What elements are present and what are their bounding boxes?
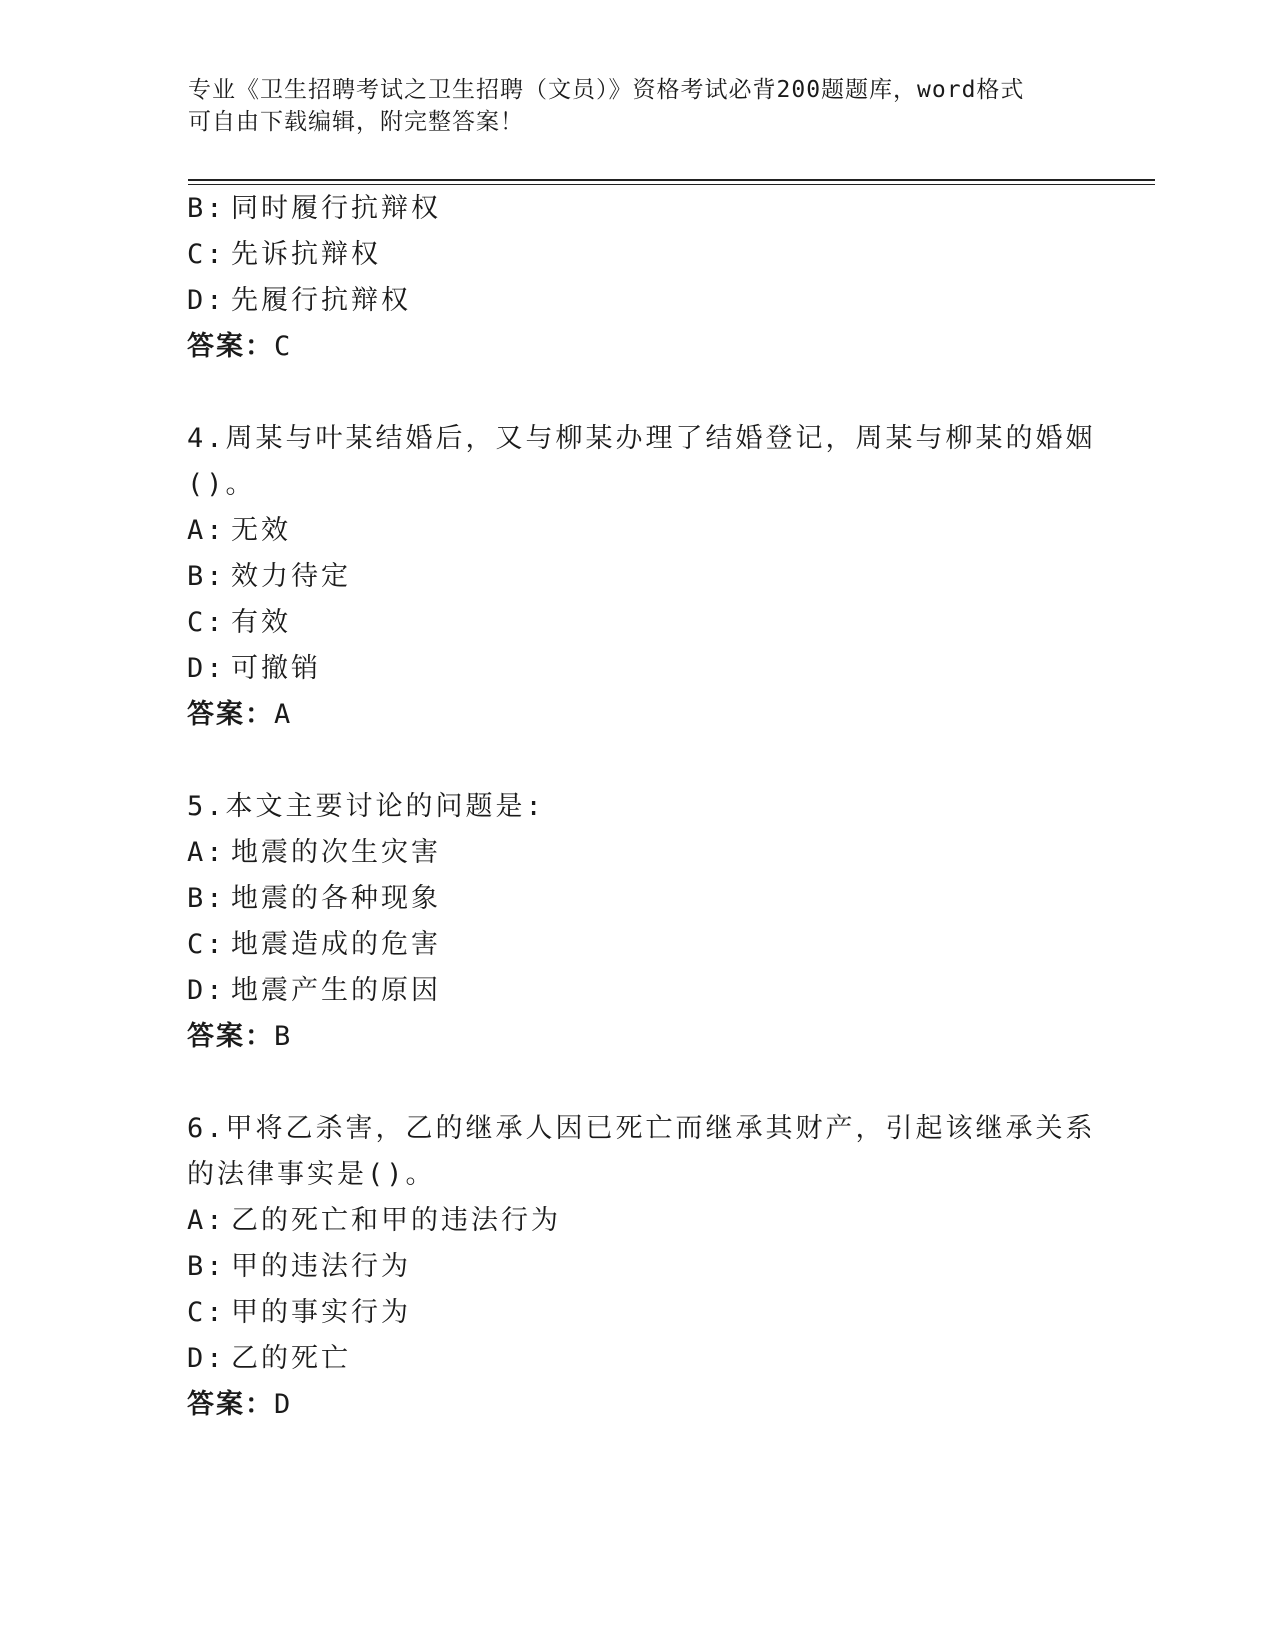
option-label: C:	[187, 1297, 226, 1328]
question-stem-line-2: 的法律事实是()。	[187, 1159, 436, 1190]
option-b	[187, 876, 1067, 922]
answer-line	[187, 692, 1067, 738]
question-4	[187, 416, 1096, 738]
option-d	[187, 1336, 1067, 1382]
option-label: C:	[187, 239, 226, 270]
option-text: 有效	[231, 607, 291, 638]
answer-label: 答案：	[187, 699, 274, 730]
option-d	[187, 646, 1067, 692]
question-stem-line-2: ()。	[187, 469, 256, 500]
option-c	[187, 922, 1067, 968]
option-text: 可撤销	[231, 653, 321, 684]
answer-label: 答案：	[187, 1389, 274, 1420]
option-text: 地震的次生灾害	[231, 837, 441, 868]
answer-label: 答案：	[187, 331, 274, 362]
option-text: 乙的死亡和甲的违法行为	[231, 1205, 561, 1236]
answer-value: C	[274, 331, 293, 362]
option-d	[187, 968, 1067, 1014]
option-c	[187, 232, 1067, 278]
option-label: D:	[187, 1343, 226, 1374]
option-b	[187, 1244, 1067, 1290]
option-text: 效力待定	[231, 561, 351, 592]
option-text: 同时履行抗辩权	[231, 193, 441, 224]
option-text: 先诉抗辩权	[231, 239, 381, 270]
question-stem-line-1: 5.本文主要讨论的问题是:	[187, 791, 545, 822]
option-c	[187, 1290, 1067, 1336]
question-6	[187, 1106, 1096, 1428]
spacer	[187, 738, 1067, 784]
option-label: D:	[187, 285, 226, 316]
header-title-line-2: 可自由下载编辑，附完整答案！	[188, 109, 524, 135]
option-label: A:	[187, 1205, 226, 1236]
option-b	[187, 554, 1067, 600]
question-5	[187, 784, 1067, 1060]
option-label: D:	[187, 975, 226, 1006]
option-text: 乙的死亡	[231, 1343, 351, 1374]
question-stem-line-1: 6.甲将乙杀害，乙的继承人因已死亡而继承其财产，引起该继承关系	[187, 1113, 1096, 1144]
question-continued	[187, 186, 1067, 370]
option-label: B:	[187, 1251, 226, 1282]
option-text: 先履行抗辩权	[231, 285, 411, 316]
option-label: B:	[187, 883, 226, 914]
option-d	[187, 278, 1067, 324]
answer-value: B	[274, 1021, 293, 1052]
answer-value: D	[274, 1389, 293, 1420]
option-label: C:	[187, 607, 226, 638]
option-label: B:	[187, 561, 226, 592]
option-c	[187, 600, 1067, 646]
option-a	[187, 830, 1067, 876]
option-label: D:	[187, 653, 226, 684]
answer-value: A	[274, 699, 293, 730]
option-label: C:	[187, 929, 226, 960]
spacer	[187, 370, 1067, 416]
option-b	[187, 186, 1067, 232]
option-text: 甲的事实行为	[231, 1297, 411, 1328]
answer-label: 答案：	[187, 1021, 274, 1052]
option-text: 甲的违法行为	[231, 1251, 411, 1282]
document-header	[188, 74, 1068, 138]
option-text: 地震产生的原因	[231, 975, 441, 1006]
option-a	[187, 508, 1067, 554]
header-rule-thin	[188, 184, 1155, 185]
answer-line	[187, 1382, 1067, 1428]
header-title-line-1: 专业《卫生招聘考试之卫生招聘（文员）》资格考试必背200题题库，word格式	[188, 77, 1025, 103]
option-label: B:	[187, 193, 226, 224]
header-rule-thick	[188, 179, 1155, 181]
spacer	[187, 1060, 1067, 1106]
option-text: 地震的各种现象	[231, 883, 441, 914]
option-label: A:	[187, 837, 226, 868]
option-a	[187, 1198, 1067, 1244]
answer-line	[187, 324, 1067, 370]
question-list	[187, 186, 1096, 1428]
option-label: A:	[187, 515, 226, 546]
question-stem-line-1: 4.周某与叶某结婚后，又与柳某办理了结婚登记，周某与柳某的婚姻	[187, 423, 1096, 454]
option-text: 地震造成的危害	[231, 929, 441, 960]
answer-line	[187, 1014, 1067, 1060]
option-text: 无效	[231, 515, 291, 546]
